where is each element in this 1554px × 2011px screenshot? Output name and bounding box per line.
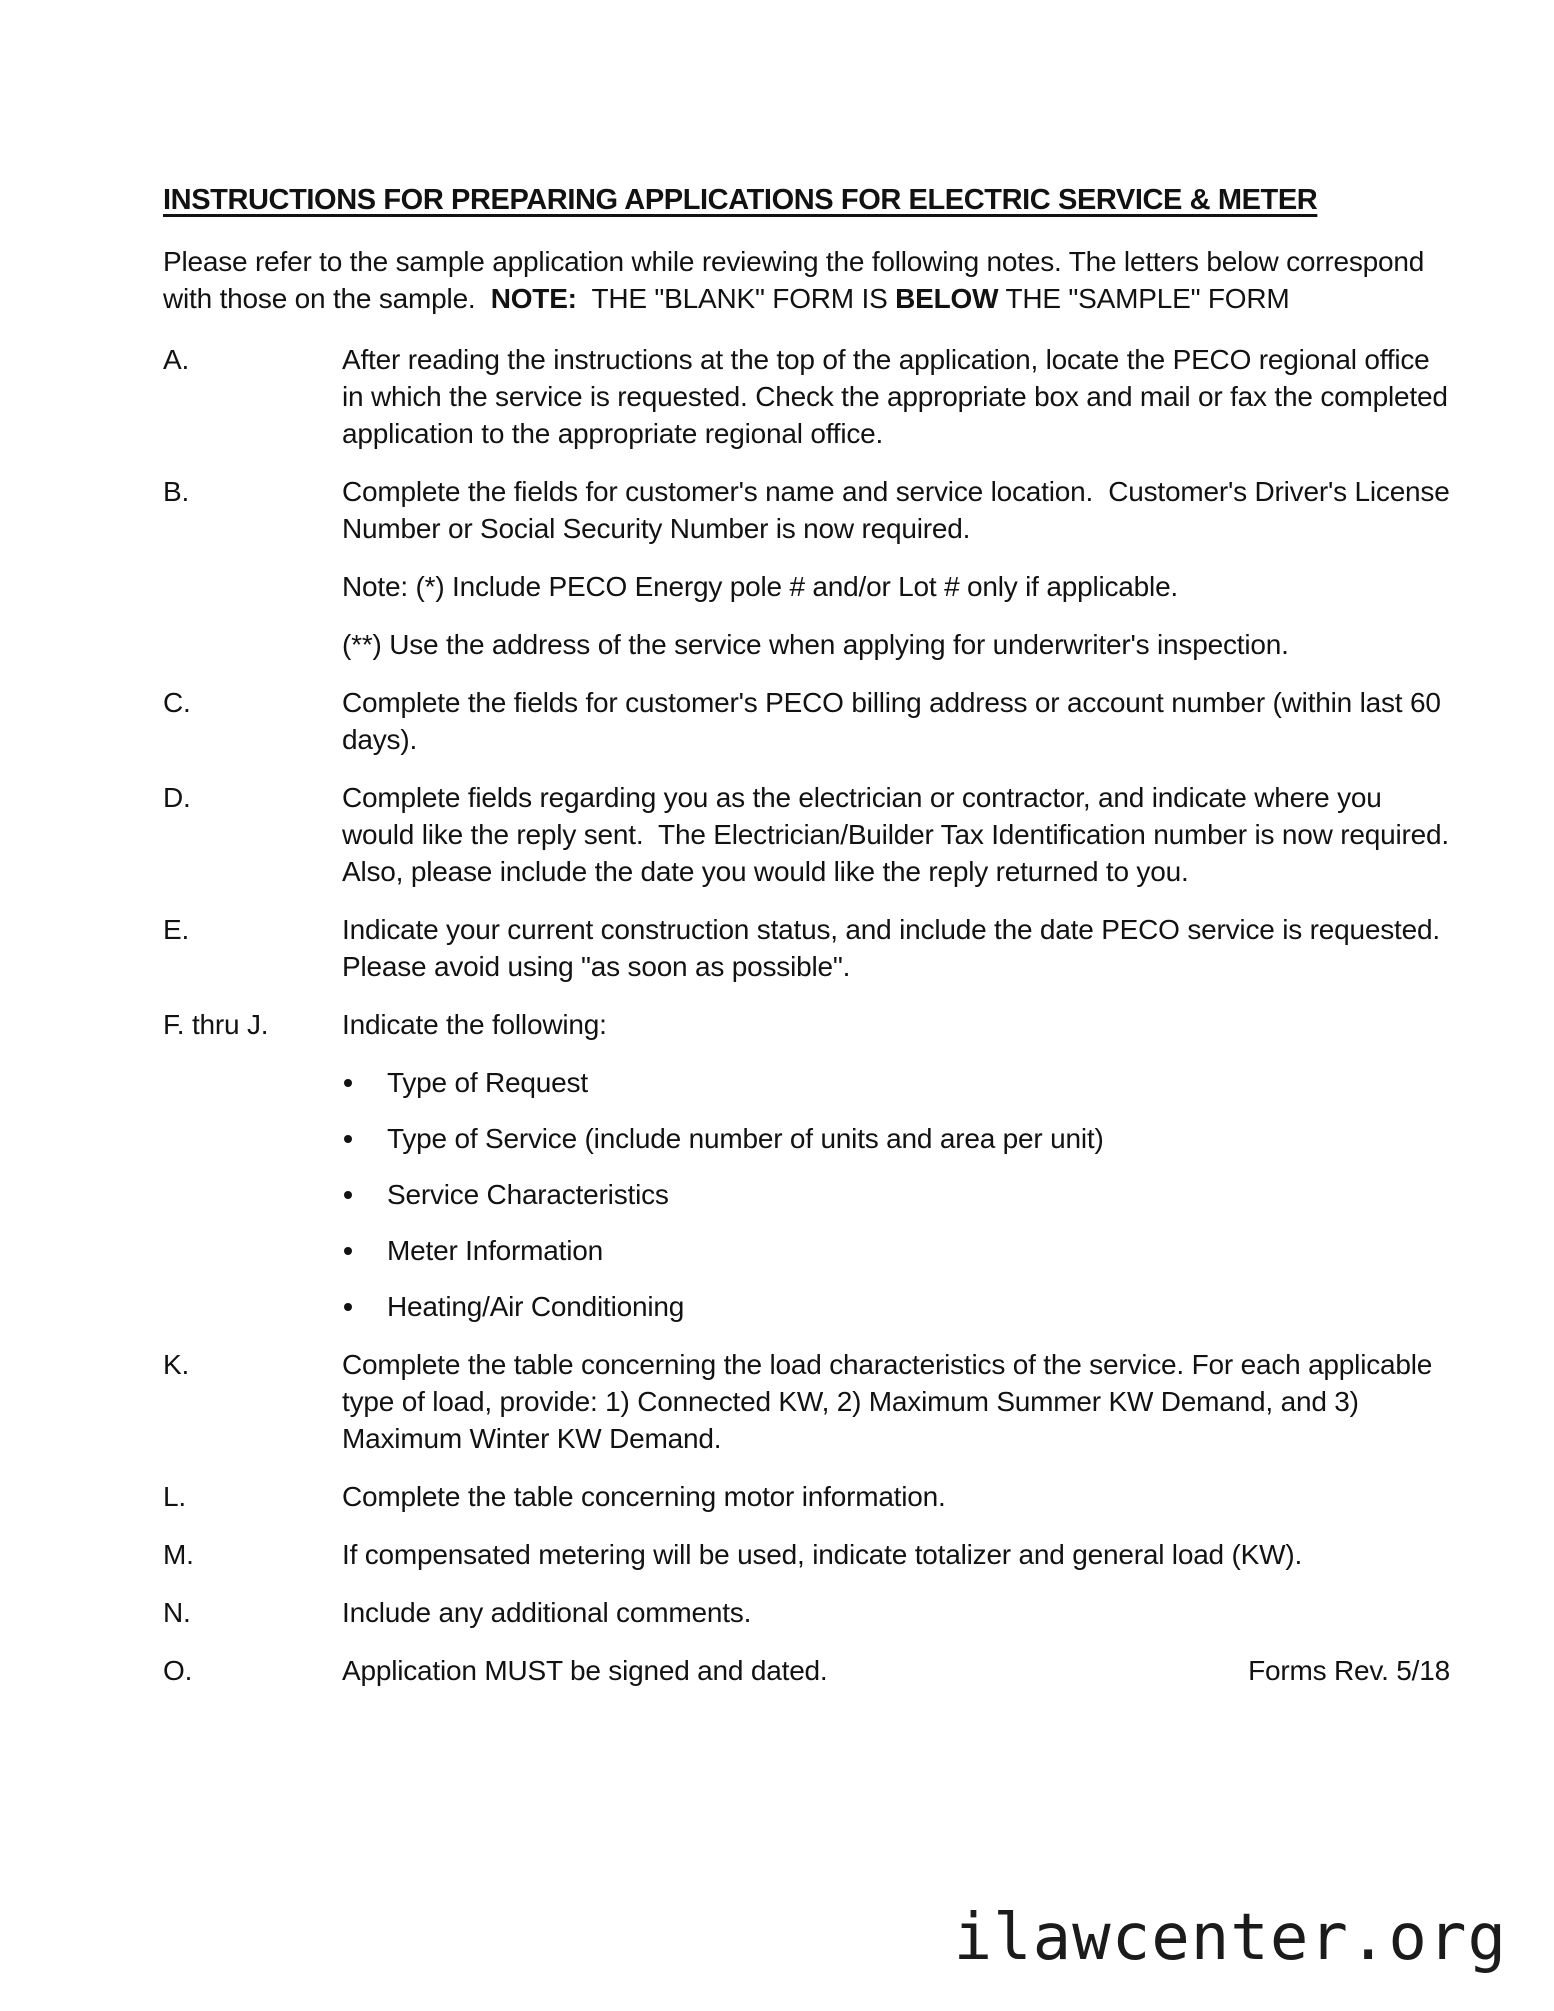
item-letter: L. xyxy=(163,1481,186,1512)
bullet-item xyxy=(342,1288,1450,1325)
bullet-dot-icon xyxy=(344,1191,352,1199)
forms-rev-label: Forms Rev. 5/18 xyxy=(1248,1655,1450,1686)
item-text: (**) Use the address of the service when applying for underwriter's inspection. xyxy=(342,629,1289,660)
watermark-text: ilawcenter.org xyxy=(953,1901,1507,1975)
item-text: After reading the instructions at the top of the application, locate the PECO regional office in which the service is requested. Check the appropriate box and mail or fax the completed application to the appropriate regional office. xyxy=(342,344,1456,449)
instruction-item-d xyxy=(163,779,1463,890)
item-text: Indicate your current construction status, and include the date PECO service is requested. Please avoid using "as soon as possible". xyxy=(342,914,1456,982)
item-text-row xyxy=(342,1652,1450,1689)
note-paragraph-2 xyxy=(163,626,1450,663)
bullet-item xyxy=(342,1176,1450,1213)
instruction-item-e xyxy=(163,911,1456,985)
item-letter: M. xyxy=(163,1539,194,1570)
item-letter: A. xyxy=(163,344,190,375)
page-title: INSTRUCTIONS FOR PREPARING APPLICATIONS FOR ELECTRIC SERVICE & METER xyxy=(163,184,1318,216)
bullet-text: Heating/Air Conditioning xyxy=(387,1291,685,1322)
bullet-text: Meter Information xyxy=(387,1235,604,1266)
instruction-item-l xyxy=(163,1478,1450,1515)
intro-text-2: THE "BLANK" FORM IS xyxy=(576,283,896,314)
item-letter: F. thru J. xyxy=(163,1009,269,1040)
item-text: If compensated metering will be used, indicate totalizer and general load (KW). xyxy=(342,1539,1303,1570)
bullet-text: Type of Service (include number of units and area per unit) xyxy=(387,1123,1104,1154)
intro-below-label: BELOW xyxy=(895,283,999,314)
item-letter: E. xyxy=(163,914,190,945)
item-text: Complete the table concerning motor information. xyxy=(342,1481,946,1512)
item-text: Include any additional comments. xyxy=(342,1597,752,1628)
bullet-dot-icon xyxy=(344,1247,352,1255)
item-letter xyxy=(163,568,342,605)
instruction-item-o xyxy=(163,1652,1450,1689)
item-letter: B. xyxy=(163,476,190,507)
item-text: Application MUST be signed and dated. xyxy=(342,1655,828,1686)
item-letter: N. xyxy=(163,1597,191,1628)
instruction-item-f-thru-j xyxy=(163,1006,1450,1043)
item-text: Indicate the following: xyxy=(342,1009,607,1040)
item-letter: D. xyxy=(163,782,191,813)
item-letter: K. xyxy=(163,1349,190,1380)
bullet-dot-icon xyxy=(344,1079,352,1087)
intro-paragraph xyxy=(163,243,1450,317)
item-text: Complete the fields for customer's name and service location. Customer's Driver's License Number or Social Security Number is now required. xyxy=(342,476,1458,544)
bullet-text: Service Characteristics xyxy=(387,1179,669,1210)
intro-text-3: THE "SAMPLE" FORM xyxy=(998,283,1290,314)
note-paragraph-1 xyxy=(163,568,1450,605)
instruction-item-n xyxy=(163,1594,1450,1631)
item-text: Complete the table concerning the load characteristics of the service. For each applicable type of load, provide: 1) Connected KW, 2) Maximum Summer KW Demand, and 3) Maximum Winter KW Demand. xyxy=(342,1349,1440,1454)
instruction-item-c xyxy=(163,684,1450,758)
instruction-item-b xyxy=(163,473,1458,547)
intro-note-label: NOTE: xyxy=(490,283,577,314)
bullet-dot-icon xyxy=(344,1303,352,1311)
item-text: Note: (*) Include PECO Energy pole # and/or Lot # only if applicable. xyxy=(342,571,1179,602)
item-text: Complete fields regarding you as the electrician or contractor, and indicate where you would like the reply sent. The Electrician/Builder Tax Identification number is now required. Also, please include the date you would like the reply returned to you. xyxy=(342,782,1463,887)
bullet-list xyxy=(342,1064,1450,1325)
bullet-text: Type of Request xyxy=(387,1067,588,1098)
item-letter xyxy=(163,626,342,663)
intro-text-1: Please refer to the sample application while reviewing the following notes. The letters below correspond with those on the sample. xyxy=(163,246,1432,314)
instruction-item-a xyxy=(163,341,1456,452)
bullet-item xyxy=(342,1232,1450,1269)
item-letter: O. xyxy=(163,1655,193,1686)
item-letter: C. xyxy=(163,687,191,718)
bullet-dot-icon xyxy=(344,1135,352,1143)
bullet-item xyxy=(342,1120,1450,1157)
bullet-item xyxy=(342,1064,1450,1101)
instruction-item-k xyxy=(163,1346,1450,1457)
item-text: Complete the fields for customer's PECO billing address or account number (within last 60 days). xyxy=(342,687,1449,755)
instruction-item-m xyxy=(163,1536,1450,1573)
